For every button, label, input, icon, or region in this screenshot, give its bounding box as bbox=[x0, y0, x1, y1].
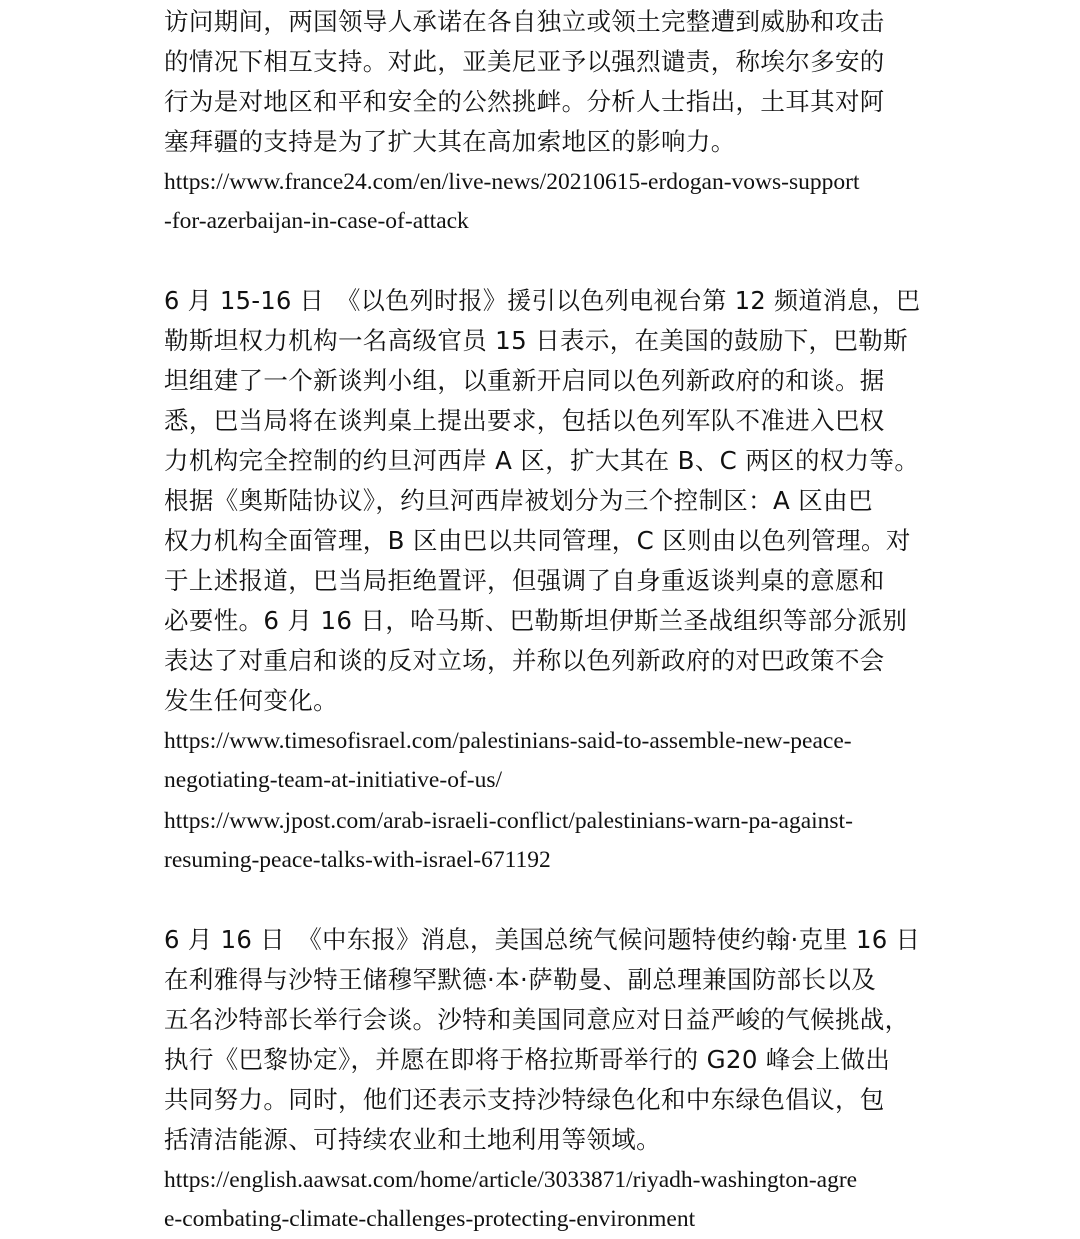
text-line: 于上述报道，巴当局拒绝置评，但强调了自身重返谈判桌的意愿和 bbox=[164, 566, 885, 595]
text-line: 塞拜疆的支持是为了扩大其在高加索地区的影响力。 bbox=[164, 127, 736, 156]
text-line: 五名沙特部长举行会谈。沙特和美国同意应对日益严峻的气候挑战， bbox=[164, 1005, 910, 1034]
source-url-line: https://www.timesofisrael.com/palestinians-said-to-assemble-new-peace- bbox=[164, 728, 852, 754]
text-line: 表达了对重启和谈的反对立场，并称以色列新政府的对巴政策不会 bbox=[164, 646, 885, 675]
text-line: 访问期间，两国领导人承诺在各自独立或领土完整遭到威胁和攻击 bbox=[164, 7, 885, 36]
source-url-line: negotiating-team-at-initiative-of-us/ bbox=[164, 767, 503, 793]
source-url-line: https://www.france24.com/en/live-news/20210615-erdogan-vows-support bbox=[164, 169, 860, 195]
source-url-line: https://www.jpost.com/arab-israeli-conflict/palestinians-warn-pa-against- bbox=[164, 808, 853, 834]
text-line: 共同努力。同时，他们还表示支持沙特绿色化和中东绿色倡议，包 bbox=[164, 1085, 885, 1114]
text-line: 坦组建了一个新谈判小组，以重新开启同以色列新政府的和谈。据 bbox=[164, 366, 885, 395]
text-line: 发生任何变化。 bbox=[164, 686, 338, 715]
text-line: 根据《奥斯陆协议》，约旦河西岸被划分为三个控制区：A 区由巴 bbox=[164, 486, 873, 515]
text-line: 括清洁能源、可持续农业和土地利用等领域。 bbox=[164, 1125, 661, 1154]
text-line: 的情况下相互支持。对此，亚美尼亚予以强烈谴责，称埃尔多安的 bbox=[164, 47, 885, 76]
source-url-line: resuming-peace-talks-with-israel-671192 bbox=[164, 847, 551, 873]
text-line: 6 月 15-16 日 《以色列时报》援引以色列电视台第 12 频道消息，巴 bbox=[164, 286, 921, 315]
source-url-line: e-combating-climate-challenges-protecting-environment bbox=[164, 1206, 696, 1232]
text-line: 悉，巴当局将在谈判桌上提出要求，包括以色列军队不准进入巴权 bbox=[164, 406, 885, 435]
text-line: 必要性。6 月 16 日，哈马斯、巴勒斯坦伊斯兰圣战组织等部分派别 bbox=[164, 606, 908, 635]
source-url-line: -for-azerbaijan-in-case-of-attack bbox=[164, 208, 469, 234]
text-line: 在利雅得与沙特王储穆罕默德·本·萨勒曼、副总理兼国防部长以及 bbox=[164, 965, 877, 994]
text-line: 勒斯坦权力机构一名高级官员 15 日表示，在美国的鼓励下，巴勒斯 bbox=[164, 326, 908, 355]
text-line: 权力机构全面管理，B 区由巴以共同管理，C 区则由以色列管理。对 bbox=[164, 526, 911, 555]
text-line: 行为是对地区和平和安全的公然挑衅。分析人士指出，土耳其对阿 bbox=[164, 87, 885, 116]
text-line: 执行《巴黎协定》，并愿在即将于格拉斯哥举行的 G20 峰会上做出 bbox=[164, 1045, 891, 1074]
text-line: 力机构完全控制的约旦河西岸 A 区，扩大其在 B、C 两区的权力等。 bbox=[164, 446, 920, 475]
source-url-line: https://english.aawsat.com/home/article/3033871/riyadh-washington-agre bbox=[164, 1167, 858, 1193]
text-line: 6 月 16 日 《中东报》消息，美国总统气候问题特使约翰·克里 16 日 bbox=[164, 925, 921, 954]
